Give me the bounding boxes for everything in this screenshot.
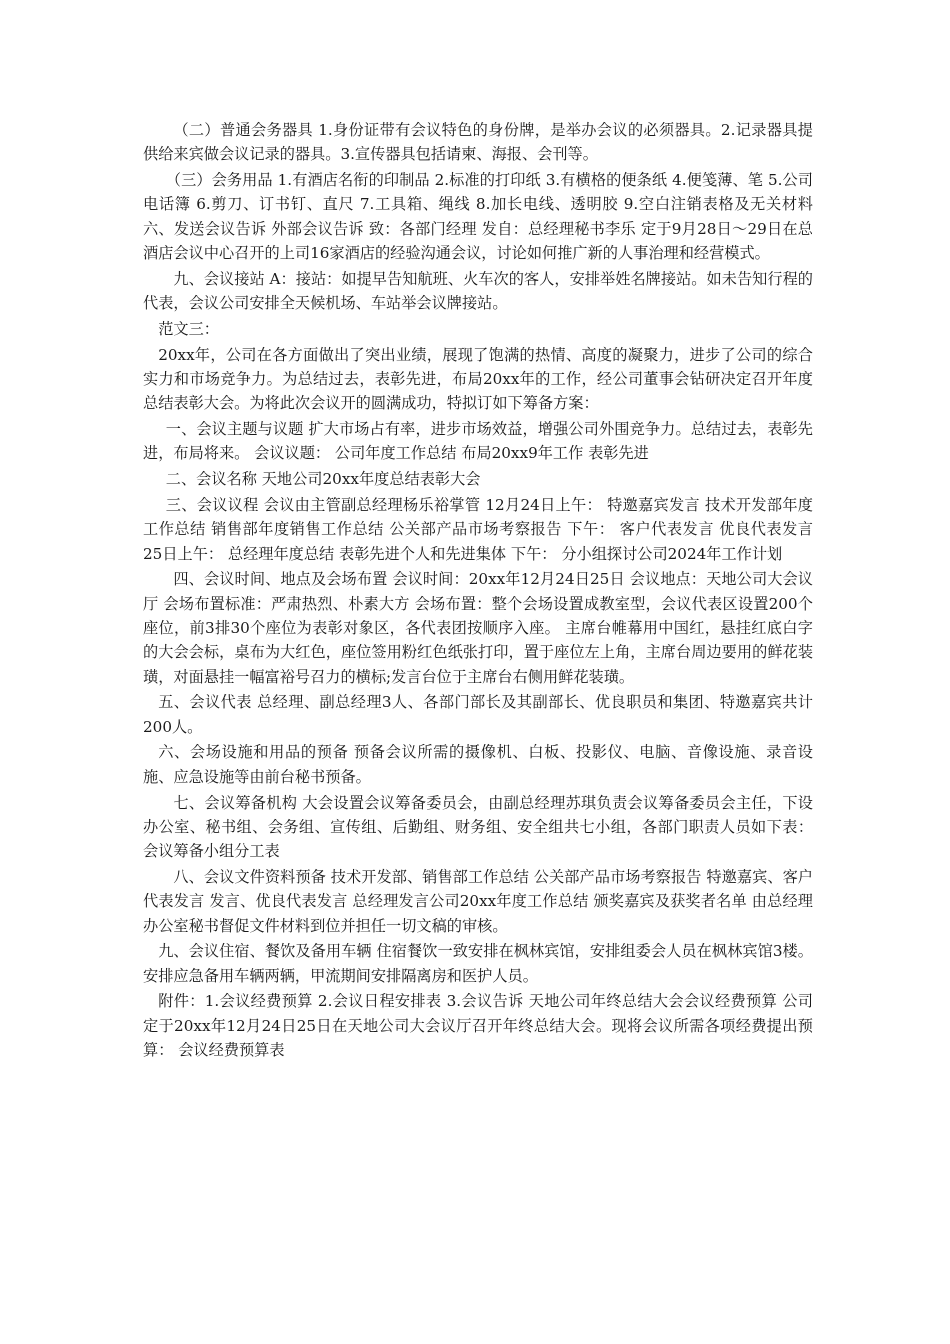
paragraph-3: 九、会议接站 A：接站：如提早告知航班、火车次的客人，安排举姓名牌接站。如未告知行程的代表，会议公司安排全天候机场、车站举会议牌接站。	[143, 269, 813, 313]
paragraph-1: （二）普通会务器具 1.身份证带有会议特色的身份牌，是举办会议的必须器具。2.记录器具提供给来宾做会议记录的器具。3.宣传器具包括请柬、海报、会刊等。	[143, 121, 813, 164]
paragraph-15: 附件：1.会议经费预算 2.会议日程安排表 3.会议告诉 天地公司年终总结大会会议经费预算 公司定于20xx年12月24日25日在天地公司大会议厅召开年终总结大会。现将会议所需各项经费提出预算： 会议经费预算表	[143, 992, 813, 1059]
paragraph-8: 三、会议议程 会议由主管副总经理杨乐裕掌管 12月24日上午： 特邀嘉宾发言 技术开发部年度工作总结 销售部年度销售工作总结 公关部产品市场考察报告 下午： 客户代表发言 优良代表发言 25日上午： 总经理年度总结 表彰先进个人和先进集体 下午： 分小组探讨公司2024年工作计划	[143, 495, 813, 563]
paragraph-9: 四、会议时间、地点及会场布置 会议时间：20xx年12月24日25日 会议地点：天地公司大会议厅 会场布置标准：严肃热烈、朴素大方 会场布置：整个会场设置成教室型，会议代表区设置200个座位，前3排30个座位为表彰对象区，各代表团按顺序入座。 主席台帷幕用中国红，悬挂红底白字的大会会标，桌布为大红色，座位签用粉红色纸张打印，置于座位左上角，主席台周边要用的鲜花装璜，对面悬挂一幅富裕号召力的横标;发言台位于主席台右侧用鲜花装璜。	[143, 570, 813, 686]
paragraph-4: 范文三：	[158, 319, 219, 338]
paragraph-5: 20xx年，公司在各方面做出了突出业绩，展现了饱满的热情、高度的凝聚力，进步了公司的综合实力和市场竞争力。为总结过去，表彰先进，布局20xx年的工作，经公司董事会钻研决定召开年度总结表彰大会。为将此次会议开的圆满成功，特拟订如下筹备方案：	[143, 345, 813, 413]
paragraph-6: 一、会议主题与议题 扩大市场占有率，进步市场效益，增强公司外围竞争力。总结过去，表彰先进，布局将来。 会议议题： 公司年度工作总结 布局20xx9年工作 表彰先进	[143, 420, 813, 463]
paragraph-2: （三）会务用品 1.有酒店名衔的印制品 2.标准的打印纸 3.有横格的便条纸 4.便笺薄、笔 5.公司电话簿 6.剪刀、订书钉、直尺 7.工具箱、绳线 8.加长电线、透明胶 9.空白注销表格及无关材料 六、发送会议告诉 外部会议告诉 致：各部门经理 发自：总经理秘书李乐 定于9月28日～29日在总酒店会议中心召开的上司16家酒店的经验沟通会议，讨论如何推广新的人事治理和经营模式。	[143, 171, 813, 262]
paragraph-12: 七、会议筹备机构 大会设置会议筹备委员会，由副总经理苏琪负责会议筹备委员会主任，下设办公室、秘书组、会务组、宣传组、后勤组、财务组、安全组共七小组，各部门职责人员如下表： 会议筹备小组分工表	[143, 793, 813, 861]
paragraph-13: 八、会议文件资料预备 技术开发部、销售部工作总结 公关部产品市场考察报告 特邀嘉宾、客户代表发言 发言、优良代表发言 总经理发言公司20xx年度工作总结 颁奖嘉宾及获奖者名单 由总经理办公室秘书督促文件材料到位并担任一切文稿的审核。	[143, 867, 813, 935]
paragraph-14: 九、会议住宿、餐饮及备用车辆 住宿餐饮一致安排在枫林宾馆，安排组委会人员在枫林宾馆3楼。安排应急备用车辆两辆，甲流期间安排隔离房和医护人员。	[143, 942, 813, 985]
paragraph-11: 六、会场设施和用品的预备 预备会议所需的摄像机、白板、投影仪、电脑、音像设施、录音设施、应急设施等由前台秘书预备。	[143, 743, 813, 786]
paragraph-10: 五、会议代表 总经理、副总经理3人、各部门部长及其副部长、优良职员和集团、特邀嘉宾共计200人。	[143, 693, 813, 736]
paragraph-7: 二、会议名称 天地公司20xx年度总结表彰大会	[165, 470, 481, 489]
document-body	[143, 118, 813, 1064]
